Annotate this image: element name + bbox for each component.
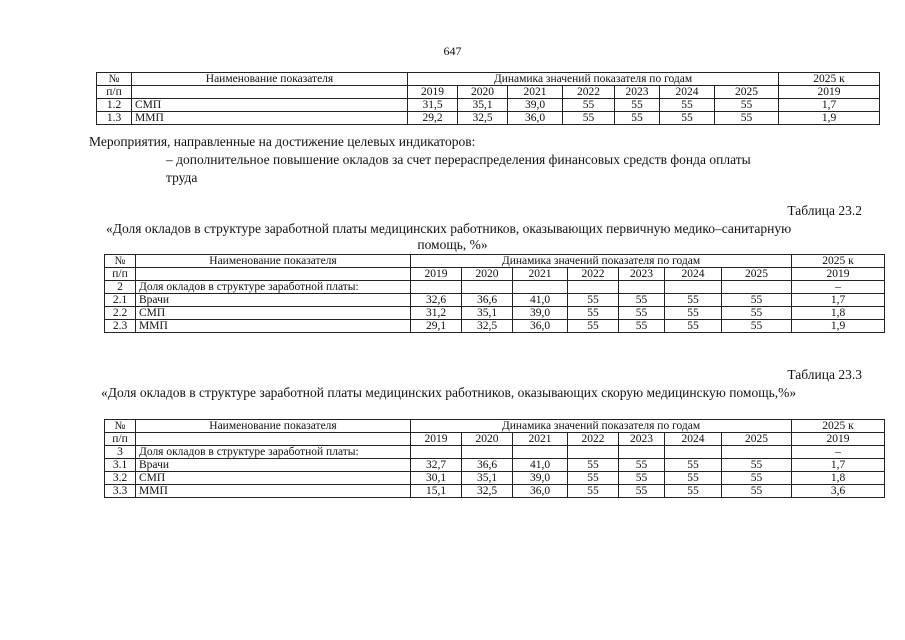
row-number: 2.1 — [105, 294, 136, 307]
table-3-title-line1: «Доля окладов в структуре заработной платы медицинских работников, оказывающих скорую медицинскую помощь,%» — [101, 385, 797, 400]
col-header-num: № — [105, 420, 136, 433]
cell-ratio: 1,8 — [792, 307, 885, 320]
row-name: СМП — [136, 307, 411, 320]
year-header: 2022 — [568, 433, 619, 446]
col-header-ratio: 2025 к — [792, 255, 885, 268]
cell-ratio: 3,6 — [792, 485, 885, 498]
cell-value: 30,1 — [411, 472, 462, 485]
cell-value: 55 — [665, 307, 722, 320]
subheader-row — [105, 268, 885, 281]
cell-value: 55 — [722, 294, 792, 307]
cell-value: 55 — [619, 472, 665, 485]
year-header: 2024 — [660, 86, 715, 99]
row-number: 3.3 — [105, 485, 136, 498]
cell-value: 55 — [715, 112, 779, 125]
cell-value: 55 — [568, 472, 619, 485]
cell-value: 55 — [665, 320, 722, 333]
cell-value: 32,6 — [411, 294, 462, 307]
cell-ratio: – — [792, 446, 885, 459]
table-2-title-line2: помощь, %» — [417, 237, 488, 252]
table-2-title-line1: «Доля окладов в структуре заработной платы медицинских работников, оказывающих первичную медико–санитарную — [106, 221, 792, 236]
year-header: 2020 — [458, 86, 508, 99]
table-2 — [104, 254, 885, 333]
cell-value: 31,2 — [411, 307, 462, 320]
cell-value: 36,0 — [513, 485, 568, 498]
cell-value: 55 — [660, 112, 715, 125]
cell-empty — [513, 446, 568, 459]
cell-value: 55 — [665, 485, 722, 498]
cell-value: 29,1 — [411, 320, 462, 333]
row-name: СМП — [132, 99, 408, 112]
col-header-name: Наименование показателя — [132, 73, 408, 86]
cell-empty — [462, 446, 513, 459]
row-number: 3.1 — [105, 459, 136, 472]
table-row — [105, 307, 885, 320]
subheader-row — [105, 433, 885, 446]
cell-empty — [665, 446, 722, 459]
table-row — [97, 99, 880, 112]
col-header-empty — [136, 268, 411, 281]
cell-ratio: 1,7 — [792, 294, 885, 307]
row-number: 1.3 — [97, 112, 132, 125]
cell-empty — [722, 281, 792, 294]
col-header-empty — [136, 433, 411, 446]
cell-empty — [568, 446, 619, 459]
ratio-base-header: 2019 — [792, 268, 885, 281]
cell-value: 55 — [715, 99, 779, 112]
cell-value: 55 — [722, 472, 792, 485]
col-header-ratio: 2025 к — [792, 420, 885, 433]
cell-value: 35,1 — [462, 472, 513, 485]
col-header-name: Наименование показателя — [136, 420, 411, 433]
row-number: 1.2 — [97, 99, 132, 112]
col-header-ratio: 2025 к — [779, 73, 880, 86]
year-header: 2021 — [513, 268, 568, 281]
section-row — [105, 281, 885, 294]
cell-value: 55 — [722, 320, 792, 333]
cell-empty — [411, 281, 462, 294]
cell-value: 55 — [615, 112, 660, 125]
year-header: 2025 — [722, 433, 792, 446]
cell-ratio: 1,9 — [792, 320, 885, 333]
cell-value: 55 — [722, 485, 792, 498]
cell-value: 55 — [665, 472, 722, 485]
year-header: 2021 — [508, 86, 563, 99]
cell-value: 55 — [568, 459, 619, 472]
cell-empty — [619, 446, 665, 459]
measures-line-2: труда — [166, 170, 198, 185]
header-row — [105, 420, 885, 433]
cell-value: 41,0 — [513, 459, 568, 472]
header-row — [105, 255, 885, 268]
ratio-base-header: 2019 — [779, 86, 880, 99]
col-header-dynamics: Динамика значений показателя по годам — [411, 420, 792, 433]
cell-value: 55 — [619, 307, 665, 320]
row-name: ММП — [132, 112, 408, 125]
year-header: 2023 — [619, 433, 665, 446]
cell-value: 32,5 — [462, 485, 513, 498]
table-row — [105, 459, 885, 472]
cell-value: 55 — [619, 459, 665, 472]
table-row — [105, 472, 885, 485]
table-3-label: Таблица 23.3 — [787, 367, 862, 382]
cell-value: 32,5 — [462, 320, 513, 333]
section-row — [105, 446, 885, 459]
cell-empty — [513, 281, 568, 294]
col-header-num2: п/п — [105, 433, 136, 446]
table-row — [97, 112, 880, 125]
cell-value: 55 — [619, 485, 665, 498]
col-header-num: № — [97, 73, 132, 86]
cell-value: 55 — [665, 294, 722, 307]
row-name: Доля окладов в структуре заработной платы: — [136, 281, 411, 294]
row-name: ММП — [136, 485, 411, 498]
cell-value: 55 — [563, 99, 615, 112]
col-header-dynamics: Динамика значений показателя по годам — [408, 73, 779, 86]
cell-value: 35,1 — [462, 307, 513, 320]
cell-value: 55 — [722, 307, 792, 320]
cell-value: 55 — [615, 99, 660, 112]
header-row — [97, 73, 880, 86]
year-header: 2023 — [619, 268, 665, 281]
cell-empty — [722, 446, 792, 459]
table-3 — [104, 419, 885, 498]
ratio-base-header: 2019 — [792, 433, 885, 446]
cell-empty — [619, 281, 665, 294]
cell-value: 55 — [568, 294, 619, 307]
year-header: 2020 — [462, 268, 513, 281]
cell-value: 39,0 — [513, 472, 568, 485]
cell-value: 35,1 — [458, 99, 508, 112]
cell-value: 55 — [568, 485, 619, 498]
row-number: 2.3 — [105, 320, 136, 333]
cell-value: 55 — [563, 112, 615, 125]
year-header: 2020 — [462, 433, 513, 446]
row-name: Доля окладов в структуре заработной платы: — [136, 446, 411, 459]
cell-empty — [568, 281, 619, 294]
cell-value: 39,0 — [513, 307, 568, 320]
cell-value: 55 — [568, 320, 619, 333]
row-number: 2 — [105, 281, 136, 294]
table-1-continuation — [96, 72, 880, 125]
cell-value: 55 — [722, 459, 792, 472]
cell-ratio: 1,7 — [792, 459, 885, 472]
table-row — [105, 320, 885, 333]
measures-line-1: – дополнительное повышение окладов за счет перераспределения финансовых средств фонда оплаты — [166, 152, 751, 167]
cell-value: 36,6 — [462, 294, 513, 307]
row-name: СМП — [136, 472, 411, 485]
year-header: 2025 — [715, 86, 779, 99]
cell-value: 32,5 — [458, 112, 508, 125]
subheader-row — [97, 86, 880, 99]
cell-value: 55 — [619, 294, 665, 307]
cell-empty — [665, 281, 722, 294]
cell-ratio: 1,8 — [792, 472, 885, 485]
year-header: 2022 — [563, 86, 615, 99]
year-header: 2019 — [411, 433, 462, 446]
col-header-num2: п/п — [97, 86, 132, 99]
cell-ratio: – — [792, 281, 885, 294]
table-row — [105, 485, 885, 498]
row-number: 3 — [105, 446, 136, 459]
year-header: 2021 — [513, 433, 568, 446]
year-header: 2019 — [408, 86, 458, 99]
row-name: Врачи — [136, 294, 411, 307]
year-header: 2024 — [665, 433, 722, 446]
cell-value: 32,7 — [411, 459, 462, 472]
col-header-num: № — [105, 255, 136, 268]
page-number: 647 — [443, 44, 462, 58]
col-header-dynamics: Динамика значений показателя по годам — [411, 255, 792, 268]
cell-value: 55 — [660, 99, 715, 112]
col-header-name: Наименование показателя — [136, 255, 411, 268]
cell-value: 36,0 — [508, 112, 563, 125]
col-header-num2: п/п — [105, 268, 136, 281]
table-row — [105, 294, 885, 307]
cell-empty — [462, 281, 513, 294]
year-header: 2024 — [665, 268, 722, 281]
cell-empty — [411, 446, 462, 459]
row-number: 2.2 — [105, 307, 136, 320]
cell-value: 31,5 — [408, 99, 458, 112]
cell-value: 55 — [568, 307, 619, 320]
table-2-label: Таблица 23.2 — [787, 203, 862, 218]
measures-title: Мероприятия, направленные на достижение целевых индикаторов: — [89, 134, 476, 149]
cell-value: 55 — [619, 320, 665, 333]
cell-value: 29,2 — [408, 112, 458, 125]
cell-value: 15,1 — [411, 485, 462, 498]
cell-value: 36,6 — [462, 459, 513, 472]
year-header: 2022 — [568, 268, 619, 281]
cell-value: 41,0 — [513, 294, 568, 307]
cell-value: 39,0 — [508, 99, 563, 112]
year-header: 2023 — [615, 86, 660, 99]
row-number: 3.2 — [105, 472, 136, 485]
year-header: 2025 — [722, 268, 792, 281]
cell-value: 55 — [665, 459, 722, 472]
cell-ratio: 1,9 — [779, 112, 880, 125]
col-header-empty — [132, 86, 408, 99]
year-header: 2019 — [411, 268, 462, 281]
cell-value: 36,0 — [513, 320, 568, 333]
cell-ratio: 1,7 — [779, 99, 880, 112]
row-name: Врачи — [136, 459, 411, 472]
row-name: ММП — [136, 320, 411, 333]
